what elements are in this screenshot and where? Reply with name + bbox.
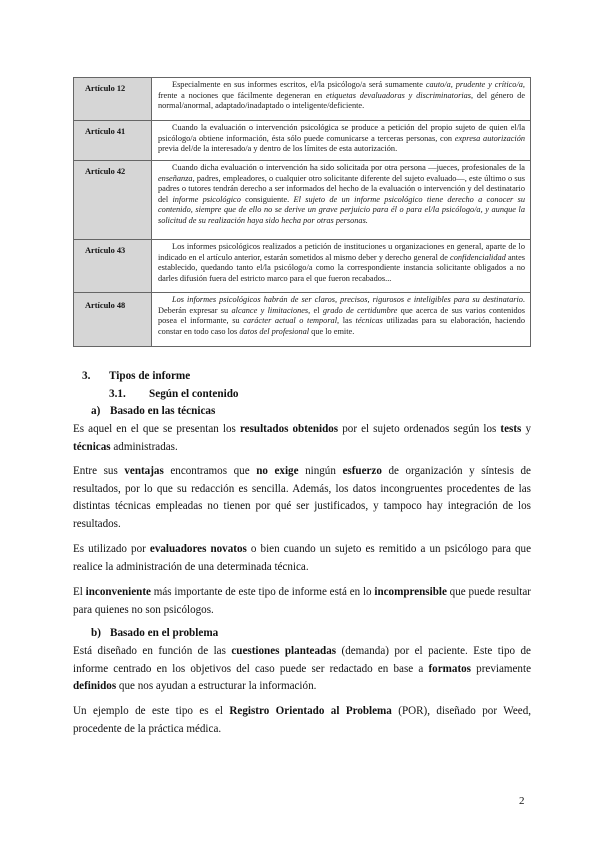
paragraph (73, 584, 531, 619)
italic-text: técnicas (355, 316, 383, 325)
italic-text: datos del profesional (239, 326, 310, 336)
italic-text: alcance y limitaciones (231, 305, 309, 315)
bold-text: incomprensible (374, 586, 447, 598)
article-text (152, 78, 531, 121)
text-segment: , el (308, 305, 323, 315)
text-segment: ningún (298, 465, 343, 477)
text-segment: Es utilizado por (73, 543, 150, 555)
article-label: Artículo 43 (74, 240, 152, 293)
text-segment: Es aquel en el que se presentan los (73, 423, 240, 435)
table-row (74, 78, 531, 121)
paragraph (73, 703, 531, 738)
italic-text: El sujeto de un informe psicológico tiene derecho a conocer su contenido, siempre que de ello no se derive un grave perjuicio para él o para el/la psicólogo/a, y aunque la solicitud de su realización haya sido hecha por otras personas. (158, 194, 525, 225)
text-segment: . Deberán expresar su (158, 295, 525, 315)
article-label: Artículo 12 (74, 78, 152, 121)
article-text (152, 240, 531, 293)
text-segment: de organización y síntesis de resultados, por lo que su redacción es sencilla. Además, los datos incongruentes procedentes de las distintas técnicas empleadas no tienen por qué ser justificados, y tampoco hay integración de los resultados. (73, 465, 531, 531)
table-row (74, 240, 531, 293)
italic-text: etiquetas devaluadoras y discriminatorias (325, 90, 472, 100)
article-text (152, 121, 531, 161)
text-segment: , las (337, 316, 356, 325)
italic-text: grado de certidumbre (322, 305, 398, 315)
text-segment: El (73, 586, 86, 598)
italic-text: informe psicológico (172, 194, 241, 204)
text-segment: Especialmente en sus informes escritos, el/la psicólogo/a será sumamente (172, 80, 426, 89)
text-segment: Entre sus (73, 465, 125, 477)
text-segment: consiguiente. (240, 194, 294, 204)
text-segment: Cuando dicha evaluación o intervención ha sido solicitada por otra persona —jueces, profesionales de la (172, 163, 525, 172)
text-segment: utilizadas para su elaboración, haciendo constar en todo caso los (158, 316, 525, 336)
text-segment: o bien cuando un sujeto es remitido a un psicólogo para que realice la administración de una determinada técnica. (73, 543, 531, 573)
italic-text: confidencialidad (450, 252, 506, 262)
paragraph (73, 541, 531, 576)
bold-text: técnicas (73, 440, 111, 453)
article-label: Artículo 48 (74, 293, 152, 347)
bold-text: resultados obtenidos (239, 423, 339, 435)
table-row (74, 293, 531, 347)
bold-text: inconveniente (85, 586, 151, 598)
bold-text: definidos (73, 680, 117, 693)
paragraph (73, 643, 531, 696)
text-segment: administradas. (110, 440, 178, 453)
paragraph (73, 421, 531, 456)
bold-text: esfuerzo (342, 465, 382, 477)
article-label: Artículo 42 (74, 161, 152, 240)
article-text (152, 161, 531, 240)
section-a-heading: a) Basado en las técnicas (91, 405, 216, 417)
text-segment: que acerca de sus varios contenidos posea el informante, su (158, 305, 526, 325)
text-segment: previamente (471, 662, 531, 675)
text-segment: que nos ayudan a estructurar la información. (116, 680, 317, 693)
section-3-heading: 3. Tipos de informe (82, 370, 191, 382)
text-segment: encontramos que (163, 465, 257, 477)
text-segment: (POR), diseñado por Weed, procedente de la práctica médica. (73, 705, 532, 735)
italic-text: carácter actual o temporal (243, 316, 338, 325)
article-label: Artículo 41 (74, 121, 152, 161)
bold-text: formatos (428, 662, 471, 675)
text-segment: por el sujeto ordenados según los (338, 423, 501, 435)
text-segment: que puede resultar para quienes no son psicólogos. (73, 586, 531, 616)
italic-text: cauto/a, prudente y crítico/a (425, 80, 523, 89)
italic-text: enseñanza (158, 173, 193, 183)
page-number: 2 (519, 795, 525, 807)
article-text (152, 293, 531, 347)
section-b-heading: b) Basado en el problema (91, 627, 219, 639)
italic-text: expresa autorización (454, 133, 526, 143)
table-row (74, 161, 531, 240)
italic-text: Los informes psicológicos habrán de ser claros, precisos, rigurosos e inteligibles para su destinatario (172, 295, 523, 304)
text-segment: que lo emite. (309, 326, 355, 336)
text-segment: y (521, 423, 531, 435)
bold-text: ventajas (124, 465, 164, 477)
text-segment: Está diseñado en función de las (73, 645, 232, 657)
text-segment: , frente a nociones que fácilmente degeneran en (158, 80, 525, 100)
text-segment: más importante de este tipo de informe está en lo (150, 586, 375, 598)
text-segment: previa del/de la interesado/a y dentro de los límites de esta autorización. (158, 144, 398, 153)
bold-text: no exige (256, 465, 299, 477)
bold-text: tests (500, 423, 522, 435)
section-3-1-heading: 3.1. Según el contenido (109, 388, 239, 400)
paragraph (73, 463, 531, 534)
text-segment: (demanda) por el paciente. Este tipo de informe centrado en los objetivos del caso puede ser redactado en base a (73, 645, 531, 675)
bold-text: cuestiones planteadas (231, 645, 337, 657)
table-row (74, 121, 531, 161)
text-segment: , del género de normal/anormal, adaptado/inadaptado o inteligente/deficiente. (158, 90, 526, 110)
text-segment: Cuando la evaluación o intervención psicológica se produce a petición del propio sujeto de quien el/la psicólogo/a obtiene información, ésta sólo puede comunicarse a terceras personas, con (158, 123, 525, 143)
text-segment: Un ejemplo de este tipo es el (73, 705, 230, 717)
bold-text: Registro Orientado al Problema (229, 705, 392, 717)
bold-text: evaluadores novatos (149, 543, 247, 555)
text-segment: antes establecido, quedando tanto el/la psicólogo/a como la correspondiente instancia solicitante obligados a no darles difusión fuera del estricto marco para el que fueron recabados... (158, 252, 526, 283)
articles-table (73, 77, 531, 347)
text-segment: , padres, empleadores, o cualquier otro solicitante diferente del sujeto evaluado—, este último o sus padres o tutores tendrán derecho a ser informados del hecho de la evaluación o intervención y del destinatario del (158, 173, 525, 204)
text-segment: Los informes psicológicos realizados a petición de instituciones u organizaciones en general, aparte de lo indicado en el artículo anterior, estarán sometidos al mismo deber y derecho general de (158, 242, 525, 262)
